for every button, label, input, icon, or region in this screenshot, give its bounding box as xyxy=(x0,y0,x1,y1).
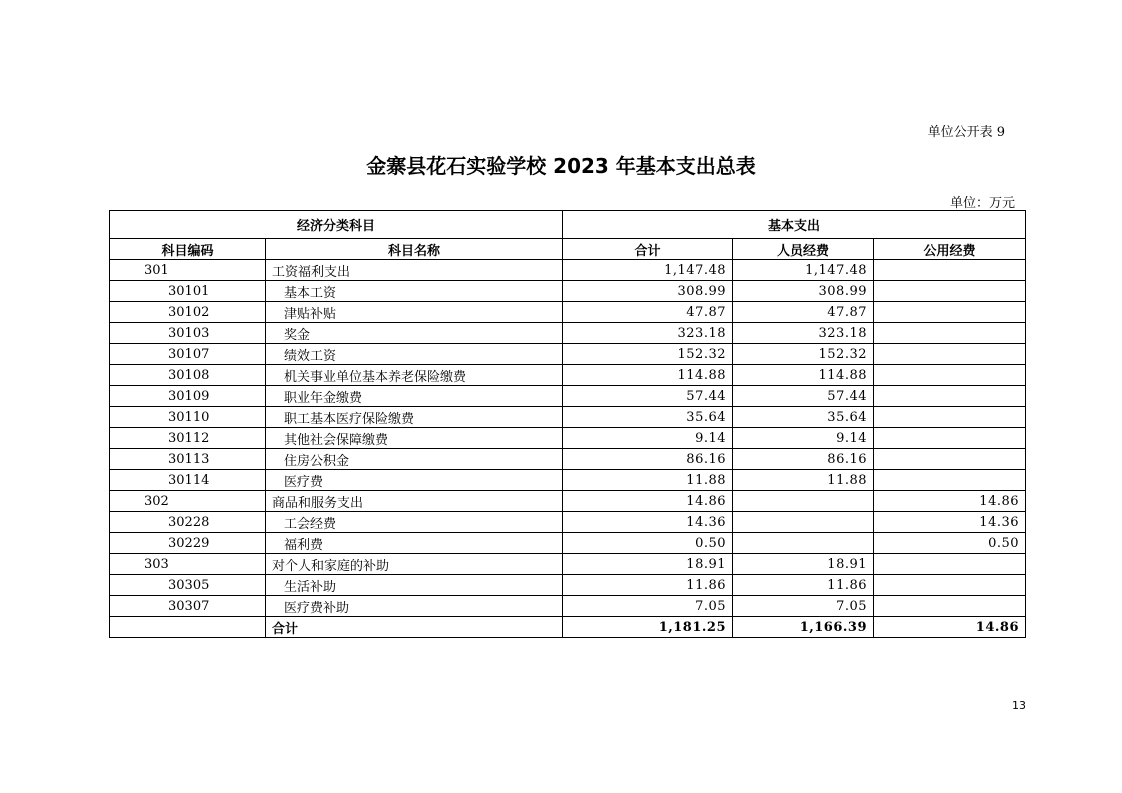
row-personnel xyxy=(733,491,874,512)
total-total: 1,181.25 xyxy=(563,617,733,638)
row-public xyxy=(874,596,1026,617)
row-public xyxy=(874,386,1026,407)
row-name: 奖金 xyxy=(266,323,563,344)
row-name: 工会经费 xyxy=(266,512,563,533)
row-name: 商品和服务支出 xyxy=(266,491,563,512)
row-name: 基本工资 xyxy=(266,281,563,302)
table-row xyxy=(110,512,1026,533)
row-personnel: 18.91 xyxy=(733,554,874,575)
row-personnel: 86.16 xyxy=(733,449,874,470)
row-personnel: 9.14 xyxy=(733,428,874,449)
row-total: 308.99 xyxy=(563,281,733,302)
row-public xyxy=(874,407,1026,428)
table-row xyxy=(110,596,1026,617)
row-name: 福利费 xyxy=(266,533,563,554)
table-row xyxy=(110,575,1026,596)
row-code: 30102 xyxy=(110,302,266,323)
row-name: 工资福利支出 xyxy=(266,260,563,281)
table-row xyxy=(110,491,1026,512)
column-header-row xyxy=(110,239,1026,260)
row-personnel: 308.99 xyxy=(733,281,874,302)
table-row xyxy=(110,302,1026,323)
table-row xyxy=(110,428,1026,449)
row-personnel xyxy=(733,512,874,533)
row-code: 301 xyxy=(110,260,266,281)
row-public xyxy=(874,470,1026,491)
row-personnel xyxy=(733,533,874,554)
table-row xyxy=(110,407,1026,428)
row-name: 津贴补贴 xyxy=(266,302,563,323)
total-personnel: 1,166.39 xyxy=(733,617,874,638)
row-public xyxy=(874,428,1026,449)
row-code: 30112 xyxy=(110,428,266,449)
row-code: 30114 xyxy=(110,470,266,491)
row-total: 323.18 xyxy=(563,323,733,344)
column-header-name: 科目名称 xyxy=(266,239,563,260)
row-code: 303 xyxy=(110,554,266,575)
row-personnel: 35.64 xyxy=(733,407,874,428)
table-number: 单位公开表 9 xyxy=(927,125,1005,140)
row-code: 30307 xyxy=(110,596,266,617)
row-code: 30108 xyxy=(110,365,266,386)
row-total: 114.88 xyxy=(563,365,733,386)
row-name: 绩效工资 xyxy=(266,344,563,365)
row-code: 30107 xyxy=(110,344,266,365)
row-total: 7.05 xyxy=(563,596,733,617)
row-name: 职业年金缴费 xyxy=(266,386,563,407)
row-personnel: 57.44 xyxy=(733,386,874,407)
row-total: 47.87 xyxy=(563,302,733,323)
column-header-code: 科目编码 xyxy=(110,239,266,260)
row-total: 14.86 xyxy=(563,491,733,512)
row-total: 35.64 xyxy=(563,407,733,428)
total-public: 14.86 xyxy=(874,617,1026,638)
row-total: 18.91 xyxy=(563,554,733,575)
row-name: 住房公积金 xyxy=(266,449,563,470)
row-code: 30305 xyxy=(110,575,266,596)
table-row xyxy=(110,281,1026,302)
row-personnel: 114.88 xyxy=(733,365,874,386)
table-row xyxy=(110,386,1026,407)
row-public xyxy=(874,449,1026,470)
row-name: 其他社会保障缴费 xyxy=(266,428,563,449)
row-name: 医疗费 xyxy=(266,470,563,491)
row-code: 30113 xyxy=(110,449,266,470)
row-code: 30110 xyxy=(110,407,266,428)
column-header-total: 合计 xyxy=(563,239,733,260)
row-total: 11.88 xyxy=(563,470,733,491)
row-code: 30229 xyxy=(110,533,266,554)
row-public xyxy=(874,554,1026,575)
row-total: 9.14 xyxy=(563,428,733,449)
table-row xyxy=(110,449,1026,470)
row-total: 86.16 xyxy=(563,449,733,470)
row-personnel: 7.05 xyxy=(733,596,874,617)
document-title: 金寨县花石实验学校 2023 年基本支出总表 xyxy=(366,154,756,178)
table-row xyxy=(110,260,1026,281)
table-body xyxy=(110,260,1026,617)
table-row xyxy=(110,470,1026,491)
column-header-personnel: 人员经费 xyxy=(733,239,874,260)
row-personnel: 323.18 xyxy=(733,323,874,344)
row-total: 0.50 xyxy=(563,533,733,554)
row-name: 医疗费补助 xyxy=(266,596,563,617)
group-header-row xyxy=(110,211,1026,239)
group-header-basic: 基本支出 xyxy=(563,211,1026,239)
table-row xyxy=(110,344,1026,365)
row-public xyxy=(874,344,1026,365)
row-total: 1,147.48 xyxy=(563,260,733,281)
total-code-cell xyxy=(110,617,266,638)
row-public: 14.86 xyxy=(874,491,1026,512)
row-personnel: 11.88 xyxy=(733,470,874,491)
column-header-public: 公用经费 xyxy=(874,239,1026,260)
unit-label: 单位：万元 xyxy=(949,196,1015,211)
row-code: 30228 xyxy=(110,512,266,533)
row-total: 57.44 xyxy=(563,386,733,407)
row-code: 30109 xyxy=(110,386,266,407)
row-code: 302 xyxy=(110,491,266,512)
group-header-economic: 经济分类科目 xyxy=(110,211,563,239)
row-public: 14.36 xyxy=(874,512,1026,533)
row-personnel: 152.32 xyxy=(733,344,874,365)
table-row xyxy=(110,323,1026,344)
row-name: 机关事业单位基本养老保险缴费 xyxy=(266,365,563,386)
row-name: 生活补助 xyxy=(266,575,563,596)
table-row xyxy=(110,533,1026,554)
page-number: 13 xyxy=(1012,699,1026,712)
row-public xyxy=(874,323,1026,344)
total-row xyxy=(110,617,1026,638)
row-code: 30101 xyxy=(110,281,266,302)
row-public xyxy=(874,260,1026,281)
table-row xyxy=(110,365,1026,386)
row-name: 职工基本医疗保险缴费 xyxy=(266,407,563,428)
total-label: 合计 xyxy=(266,617,563,638)
row-public xyxy=(874,365,1026,386)
row-total: 152.32 xyxy=(563,344,733,365)
row-total: 11.86 xyxy=(563,575,733,596)
row-public xyxy=(874,281,1026,302)
row-code: 30103 xyxy=(110,323,266,344)
row-name: 对个人和家庭的补助 xyxy=(266,554,563,575)
row-public: 0.50 xyxy=(874,533,1026,554)
row-personnel: 11.86 xyxy=(733,575,874,596)
row-personnel: 47.87 xyxy=(733,302,874,323)
row-total: 14.36 xyxy=(563,512,733,533)
row-personnel: 1,147.48 xyxy=(733,260,874,281)
table-row xyxy=(110,554,1026,575)
row-public xyxy=(874,302,1026,323)
expenditure-table xyxy=(109,210,1026,638)
row-public xyxy=(874,575,1026,596)
